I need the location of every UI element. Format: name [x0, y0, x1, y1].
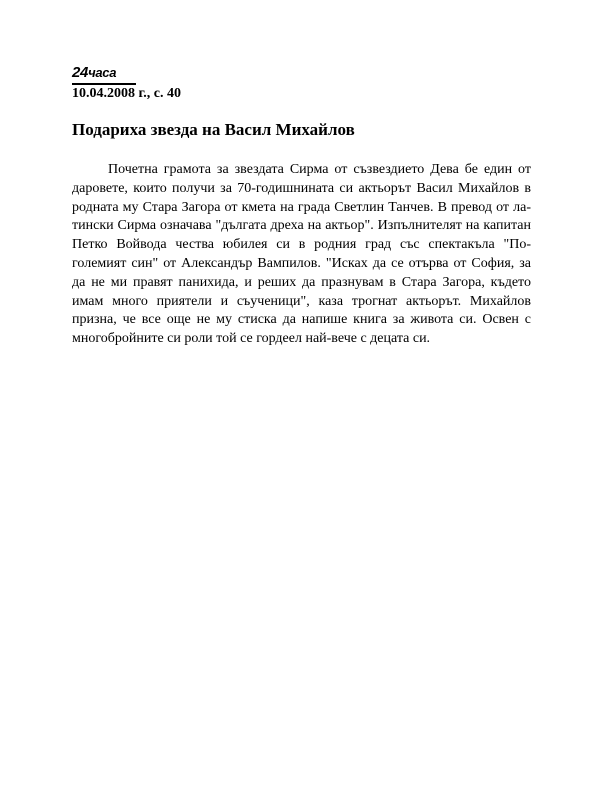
publication-date-page: 10.04.2008 г., с. 40 — [72, 86, 181, 101]
logo-word: часа — [88, 65, 117, 80]
logo-number: 24 — [72, 64, 89, 81]
newspaper-logo — [72, 64, 138, 86]
newspaper-logo-text — [72, 64, 136, 85]
article-body: Почетна грамота за звездата Сирма от съзвездието Дева бе един от даровете, които получи за 70-годишнината си актьорът Васил Михайлов в родната му Стара Загора от кмета на града Светлин Танчев. В превод от ла-тински Сирма означава "дългата дреха на актьор". Изпълнителят на капитан Петко Войвода чества юбилея си в родния град със спектакъла "По-големият син" от Александър Вампилов. "Исках да се отърва от София, за да не ми правят панихида, и реших да празнувам в Стара Загора, където имам много приятели и съученици", каза трогнат актьорът. Михайлов призна, че все още не му стиска да напише книга за живота си. Освен с многобройните си роли той се гордеел най-вече с децата си. — [72, 162, 531, 347]
article-headline: Подариха звезда на Васил Михайлов — [72, 120, 355, 139]
document-page — [72, 64, 531, 363]
